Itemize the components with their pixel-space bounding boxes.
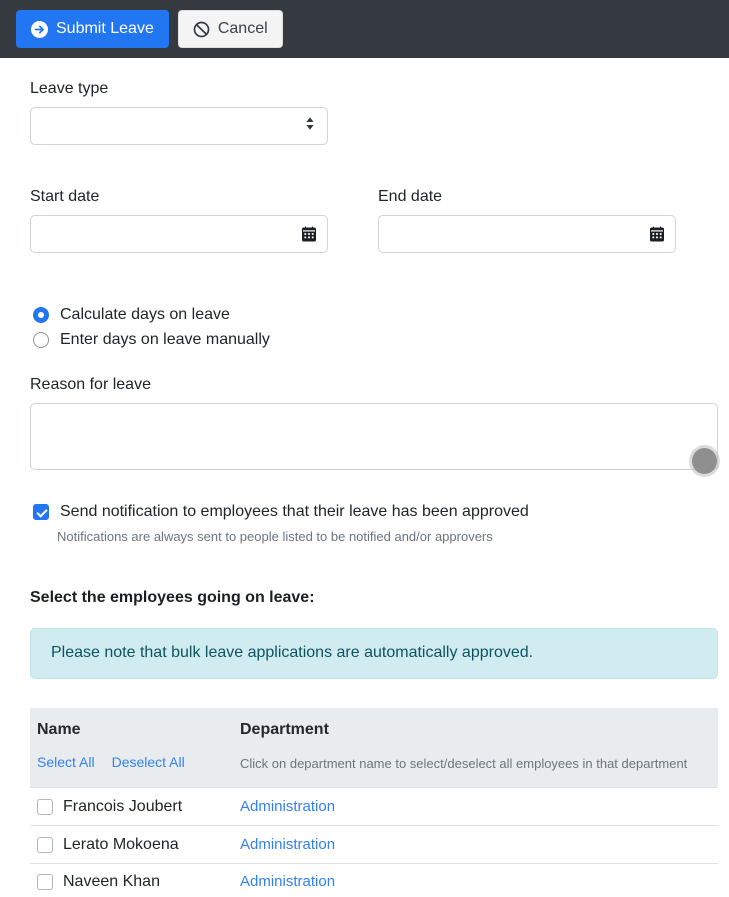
name-header-label: Name xyxy=(37,721,81,738)
employee-name-cell xyxy=(30,836,240,854)
end-date-input[interactable] xyxy=(378,215,676,253)
radio-calculate-days[interactable] xyxy=(33,302,699,327)
name-column-header xyxy=(30,721,240,771)
notification-help-text: Notifications are always sent to people listed to be notified and/or approvers xyxy=(57,529,493,544)
arrow-right-circle-icon xyxy=(31,21,48,38)
leave-type-label: Leave type xyxy=(30,80,109,97)
department-link[interactable]: Administration xyxy=(240,797,336,815)
reason-textarea-wrap xyxy=(30,403,718,470)
employee-department-cell xyxy=(240,798,718,816)
ban-icon xyxy=(193,21,210,38)
employees-table xyxy=(30,708,718,897)
start-date-label: Start date xyxy=(30,188,100,205)
dates-row xyxy=(30,188,699,253)
selection-links xyxy=(37,754,240,770)
employee-checkbox[interactable] xyxy=(37,874,53,890)
action-bar xyxy=(0,0,729,58)
end-date-label: End date xyxy=(378,188,443,205)
notification-group xyxy=(30,503,699,544)
employee-checkbox[interactable] xyxy=(37,799,53,815)
cancel-label: Cancel xyxy=(217,20,268,37)
deselect-all-link[interactable]: Deselect All xyxy=(111,754,185,770)
bulk-leave-info-alert: Please note that bulk leave applications are automatically approved. xyxy=(30,628,718,679)
employee-name: Naveen Khan xyxy=(63,873,160,890)
employee-checkbox[interactable] xyxy=(37,837,53,853)
end-date-field xyxy=(378,188,676,253)
employees-table-header xyxy=(30,708,718,787)
employee-name: Francois Joubert xyxy=(63,797,183,815)
cursor-indicator xyxy=(692,448,717,474)
leave-type-select[interactable] xyxy=(30,107,328,145)
radio-enter-days-manually[interactable] xyxy=(33,327,699,352)
checkbox-icon[interactable] xyxy=(33,504,49,520)
employee-department-cell xyxy=(240,873,718,891)
select-all-link[interactable]: Select All xyxy=(37,754,95,770)
department-header-label: Department xyxy=(240,721,329,738)
calendar-icon[interactable] xyxy=(649,226,665,243)
department-link[interactable]: Administration xyxy=(240,873,336,890)
department-header-note: Click on department name to select/deselect all employees in that department xyxy=(240,756,688,771)
employee-row xyxy=(30,787,718,825)
reason-textarea[interactable] xyxy=(30,403,718,470)
start-date-input[interactable] xyxy=(30,215,328,253)
employee-row xyxy=(30,863,718,897)
radio-icon[interactable] xyxy=(33,307,49,323)
radio-icon[interactable] xyxy=(33,332,49,348)
send-notification-checkbox-row[interactable] xyxy=(33,503,699,521)
send-notification-label: Send notification to employees that their leave has been approved xyxy=(60,503,529,520)
leave-form xyxy=(0,58,729,897)
employee-name: Lerato Mokoena xyxy=(63,835,179,853)
calendar-icon[interactable] xyxy=(301,226,317,243)
employee-name-cell xyxy=(30,873,240,891)
start-date-field xyxy=(30,188,328,253)
reason-label: Reason for leave xyxy=(30,376,151,393)
select-employees-heading: Select the employees going on leave: xyxy=(30,589,315,606)
cancel-button[interactable] xyxy=(178,10,283,48)
employee-name-cell xyxy=(30,798,240,816)
reason-group xyxy=(30,376,699,470)
radio-calculate-days-label: Calculate days on leave xyxy=(60,305,230,323)
employee-department-cell xyxy=(240,836,718,854)
up-down-caret-icon xyxy=(305,116,315,136)
department-link[interactable]: Administration xyxy=(240,835,336,853)
submit-leave-label: Submit Leave xyxy=(56,20,154,37)
radio-enter-days-label: Enter days on leave manually xyxy=(60,330,270,348)
day-calculation-group xyxy=(30,302,699,352)
employee-row xyxy=(30,825,718,863)
department-column-header xyxy=(240,721,718,771)
submit-leave-button[interactable] xyxy=(16,10,169,48)
